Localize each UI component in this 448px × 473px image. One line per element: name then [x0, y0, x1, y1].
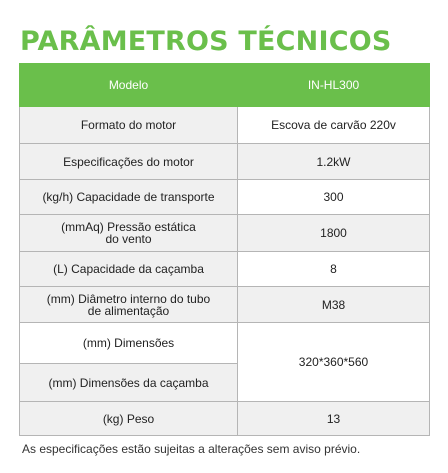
row-label-line: (mmAq) Pressão estática [61, 220, 196, 234]
row-value: 13 [238, 402, 430, 436]
header-label: Modelo [20, 64, 238, 107]
row-label: Formato do motor [20, 107, 238, 144]
row-value: 1800 [238, 215, 430, 252]
table-row [20, 107, 430, 144]
row-label: Especificações do motor [20, 144, 238, 180]
row-label-line: do vento [105, 232, 152, 246]
table-header-row [20, 64, 430, 107]
page-title: PARÂMETROS TÉCNICOS [20, 26, 392, 57]
row-label: (L) Capacidade da caçamba [20, 252, 238, 287]
row-value: 1.2kW [238, 144, 430, 180]
table-row [20, 287, 430, 323]
row-label [20, 215, 238, 252]
disclaimer-note: As especificações estão sujeitas a alterações sem aviso prévio. [22, 442, 361, 456]
row-value: M38 [238, 287, 430, 323]
table-row [20, 402, 430, 436]
row-label: (kg) Peso [20, 402, 238, 436]
table-row [20, 215, 430, 252]
table-row [20, 144, 430, 180]
merged-value: 320*360*560 [238, 323, 430, 402]
table-row [20, 252, 430, 287]
spec-table [19, 63, 430, 436]
row-value: 8 [238, 252, 430, 287]
header-value: IN-HL300 [238, 64, 430, 107]
row-label: (mm) Dimensões [20, 323, 238, 364]
table-row [20, 180, 430, 215]
row-label-line: (mm) Diâmetro interno do tubo [46, 291, 211, 306]
row-label: (mm) Dimensões da caçamba [20, 364, 238, 402]
row-label [20, 287, 238, 323]
row-value: Escova de carvão 220v [238, 107, 430, 144]
row-label: (kg/h) Capacidade de transporte [20, 180, 238, 215]
row-label-line: de alimentação [87, 303, 170, 318]
row-value: 300 [238, 180, 430, 215]
table-row [20, 323, 430, 364]
